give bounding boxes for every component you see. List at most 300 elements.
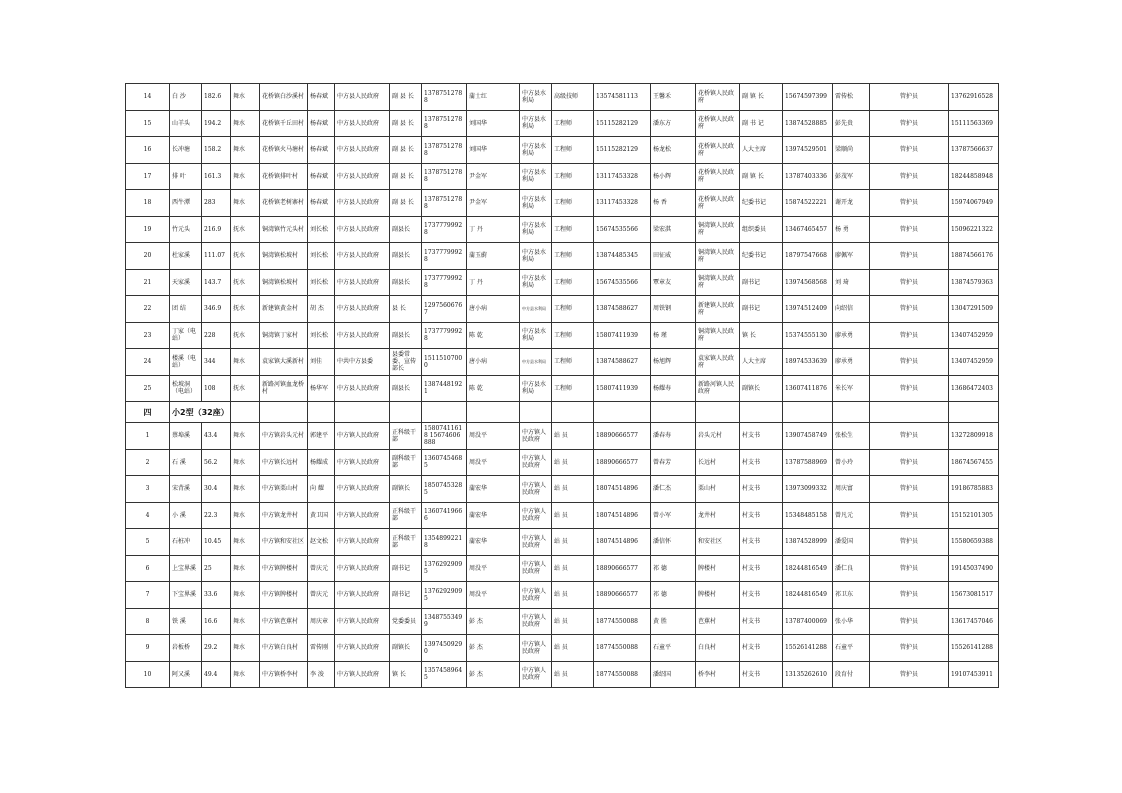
- cell-height: 33.6: [202, 582, 231, 609]
- cell-p4-title: 管护员: [870, 349, 949, 376]
- cell-location: 花桥镇排叶村: [260, 163, 308, 190]
- cell-p4-title: 管护员: [870, 322, 949, 349]
- table-row: [126, 635, 999, 662]
- cell-p3-unit: 铜湾镇人民政府: [696, 243, 740, 270]
- cell-no: 8: [126, 608, 170, 635]
- cell-p1-phone: 17377799928: [422, 322, 467, 349]
- cell-height: 228: [202, 322, 231, 349]
- cell-p2-name: 蒲玉蔚: [467, 243, 520, 270]
- cell-p3-unit: 芭蕉村: [696, 608, 740, 635]
- cell-p1-title: 副 县 长: [390, 137, 422, 164]
- cell-p1-phone: 17377799928: [422, 243, 467, 270]
- cell-no: 9: [126, 635, 170, 662]
- cell-p3-title: 村支书: [740, 423, 783, 450]
- cell-p3-phone: 15874522221: [783, 190, 833, 217]
- cell-p4-name: 廖佩军: [833, 243, 870, 270]
- cell-p3-name: 杨龙松: [651, 137, 696, 164]
- cell-p1-phone: 13548992218: [422, 529, 467, 556]
- cell-p1-phone: 17377799928: [422, 216, 467, 243]
- cell-name: 下宝界溪: [170, 582, 202, 609]
- cell-p3-phone: 13974529501: [783, 137, 833, 164]
- cell-p4-title: 管护员: [870, 555, 949, 582]
- cell-p1-phone: 17377799928: [422, 269, 467, 296]
- cell-p4-phone: 15152101305: [949, 502, 999, 529]
- cell-river: 舞水: [231, 582, 260, 609]
- table-row: [126, 243, 999, 270]
- cell-p1-unit: 中方县人民政府: [335, 243, 390, 270]
- cell-location: 中方镇长远村: [260, 449, 308, 476]
- cell-river: 舞水: [231, 84, 260, 111]
- cell-p1-name: 刘长松: [308, 216, 335, 243]
- cell-river: 舞水: [231, 555, 260, 582]
- cell-p4-name: 廖承勇: [833, 349, 870, 376]
- cell-p4-name: 周庆富: [833, 476, 870, 503]
- cell-p3-phone: 15526141288: [783, 635, 833, 662]
- cell-p1-name: 曾庆元: [308, 582, 335, 609]
- cell-river: 舞水: [231, 110, 260, 137]
- cell-p3-name: 王馨禾: [651, 84, 696, 111]
- cell-p3-phone: 13874528999: [783, 529, 833, 556]
- cell-p1-unit: 中方镇人民政府: [335, 555, 390, 582]
- cell-p2-title: 工程师: [552, 269, 594, 296]
- cell-p1-unit: 中方镇人民政府: [335, 661, 390, 688]
- cell-p2-title: 站 员: [552, 423, 594, 450]
- cell-p3-name: 杨 香: [651, 190, 696, 217]
- cell-height: 111.07: [202, 243, 231, 270]
- cell-p3-title: 村支书: [740, 476, 783, 503]
- cell-p1-title: 正科级干部: [390, 502, 422, 529]
- cell-p4-name: 祁卫东: [833, 582, 870, 609]
- cell-p1-unit: 中方镇人民政府: [335, 502, 390, 529]
- cell-p3-title: 副 镇 长: [740, 84, 783, 111]
- cell-river: 舞水: [231, 608, 260, 635]
- cell-p3-phone: 15374555130: [783, 322, 833, 349]
- cell-p4-name: 梁顺尚: [833, 137, 870, 164]
- cell-p2-title: 高级技师: [552, 84, 594, 111]
- cell-p2-name: 蒲士红: [467, 84, 520, 111]
- cell-p1-unit: 中共中方县委: [335, 349, 390, 376]
- cell-p4-title: 管护员: [870, 635, 949, 662]
- cell-p3-unit: 铜湾镇人民政府: [696, 322, 740, 349]
- cell-p2-phone: 13574581113: [594, 84, 651, 111]
- cell-p2-phone: 18890666577: [594, 582, 651, 609]
- cell-p3-title: 组织委员: [740, 216, 783, 243]
- cell-name: 西牛潭: [170, 190, 202, 217]
- cell-p4-title: 管护员: [870, 243, 949, 270]
- cell-p3-unit: 和安社区: [696, 529, 740, 556]
- cell-no: 15: [126, 110, 170, 137]
- cell-p1-title: 正科级干部: [390, 423, 422, 450]
- cell-p4-name: 杨 勇: [833, 216, 870, 243]
- cell-p2-name: 唐小病: [467, 296, 520, 323]
- cell-p1-name: 李 浚: [308, 661, 335, 688]
- cell-p2-title: 工程师: [552, 137, 594, 164]
- table-row: [126, 84, 999, 111]
- cell-no: 2: [126, 449, 170, 476]
- cell-river: 抚水: [231, 269, 260, 296]
- cell-p1-phone: 15115107000: [422, 349, 467, 376]
- cell-name: 楼溪（电站）: [170, 349, 202, 376]
- cell-p3-unit: 袁家镇人民政府: [696, 349, 740, 376]
- cell-p2-unit: 中方镇人民政府: [520, 529, 552, 556]
- cell-p2-unit: 中方县水利局: [520, 110, 552, 137]
- cell-p2-name: 周没平: [467, 449, 520, 476]
- cell-name: 山羊头: [170, 110, 202, 137]
- cell-no: 18: [126, 190, 170, 217]
- cell-p1-name: 曾庆元: [308, 555, 335, 582]
- cell-p3-title: 村支书: [740, 582, 783, 609]
- cell-p1-unit: 中方镇人民政府: [335, 423, 390, 450]
- cell-p3-unit: 铜湾镇人民政府: [696, 216, 740, 243]
- cell-p3-title: 镇 长: [740, 322, 783, 349]
- cell-p4-phone: 18874566176: [949, 243, 999, 270]
- cell-p4-phone: 13272809918: [949, 423, 999, 450]
- cell-p3-unit: 长远村: [696, 449, 740, 476]
- cell-p4-title: 管护员: [870, 449, 949, 476]
- cell-p1-name: 杨春斌: [308, 84, 335, 111]
- cell-height: 182.6: [202, 84, 231, 111]
- cell-p1-name: 刘长松: [308, 322, 335, 349]
- cell-p4-phone: 15096221322: [949, 216, 999, 243]
- cell-p4-name: 廖承勇: [833, 322, 870, 349]
- cell-p4-phone: 13762916528: [949, 84, 999, 111]
- cell-no: 25: [126, 375, 170, 402]
- cell-no: 22: [126, 296, 170, 323]
- cell-p2-name: 尹金军: [467, 190, 520, 217]
- section-title: 小2型（32座）: [170, 402, 231, 423]
- cell-p3-phone: 18974533639: [783, 349, 833, 376]
- cell-height: 25: [202, 555, 231, 582]
- cell-p2-unit: 中方县水利局: [520, 216, 552, 243]
- cell-p3-unit: 新路河镇人民政府: [696, 375, 740, 402]
- cell-p4-phone: 19107453911: [949, 661, 999, 688]
- cell-p4-name: 刘 琦: [833, 269, 870, 296]
- cell-p2-title: 站 员: [552, 529, 594, 556]
- cell-p4-phone: 13407452959: [949, 349, 999, 376]
- cell-river: 舞水: [231, 163, 260, 190]
- cell-location: 铜湾镇松坡村: [260, 243, 308, 270]
- cell-p1-name: 杨春斌: [308, 110, 335, 137]
- cell-p3-unit: 花桥镇人民政府: [696, 137, 740, 164]
- cell-p1-name: 雷传刚: [308, 635, 335, 662]
- cell-p1-name: 杨华军: [308, 375, 335, 402]
- cell-height: 216.9: [202, 216, 231, 243]
- cell-p3-name: 曾小军: [651, 502, 696, 529]
- cell-p2-phone: 18890666577: [594, 555, 651, 582]
- cell-p3-phone: 15348485158: [783, 502, 833, 529]
- cell-location: 中方镇栗山村: [260, 476, 308, 503]
- cell-p4-phone: 15526141288: [949, 635, 999, 662]
- cell-p3-phone: 13974512409: [783, 296, 833, 323]
- cell-p2-phone: 18774550088: [594, 635, 651, 662]
- cell-p4-phone: 15111563369: [949, 110, 999, 137]
- cell-p2-title: 工程师: [552, 322, 594, 349]
- cell-p3-phone: 13467465457: [783, 216, 833, 243]
- cell-p3-title: 副 书 记: [740, 110, 783, 137]
- cell-p1-title: 副 县 长: [390, 163, 422, 190]
- cell-river: 舞水: [231, 635, 260, 662]
- cell-p1-name: 刘佳: [308, 349, 335, 376]
- cell-p2-name: 周没平: [467, 582, 520, 609]
- cell-p1-title: 县委常委、宣传部长: [390, 349, 422, 376]
- cell-p2-phone: 15115282129: [594, 137, 651, 164]
- cell-p3-phone: 15674597399: [783, 84, 833, 111]
- cell-p4-phone: 18674567455: [949, 449, 999, 476]
- cell-p1-unit: 中方县人民政府: [335, 137, 390, 164]
- cell-p1-title: 副县长: [390, 322, 422, 349]
- cell-p2-title: 站 员: [552, 476, 594, 503]
- cell-p1-phone: 13787512788: [422, 84, 467, 111]
- cell-p4-phone: 13407452959: [949, 322, 999, 349]
- cell-p3-unit: 牌楼村: [696, 582, 740, 609]
- cell-no: 4: [126, 502, 170, 529]
- cell-p4-title: 管护员: [870, 84, 949, 111]
- cell-p3-title: 村支书: [740, 555, 783, 582]
- cell-p1-unit: 中方镇人民政府: [335, 476, 390, 503]
- cell-p2-name: 尹金军: [467, 163, 520, 190]
- cell-p1-phone: 13974509290: [422, 635, 467, 662]
- cell-p2-unit: 中方镇人民政府: [520, 582, 552, 609]
- cell-p3-title: 村支书: [740, 635, 783, 662]
- cell-p2-unit: 中方镇人民政府: [520, 449, 552, 476]
- cell-p3-name: 杨 瑾: [651, 322, 696, 349]
- cell-p2-name: 陈 乾: [467, 375, 520, 402]
- cell-no: 20: [126, 243, 170, 270]
- cell-p2-unit: 中方县水利局: [520, 163, 552, 190]
- cell-p1-phone: 12975606767: [422, 296, 467, 323]
- cell-location: 中方镇牌楼村: [260, 582, 308, 609]
- cell-p4-phone: 19186785883: [949, 476, 999, 503]
- cell-p1-phone: 13762929095: [422, 555, 467, 582]
- cell-p2-name: 丁 丹: [467, 216, 520, 243]
- cell-p4-phone: 13686472403: [949, 375, 999, 402]
- cell-p2-title: 工程师: [552, 349, 594, 376]
- cell-p3-phone: 18244816549: [783, 582, 833, 609]
- cell-p2-unit: 中方县水利局: [520, 84, 552, 111]
- section-number: 四: [126, 402, 170, 423]
- cell-height: 194.2: [202, 110, 231, 137]
- cell-p2-unit: 中方镇人民政府: [520, 608, 552, 635]
- cell-river: 舞水: [231, 476, 260, 503]
- cell-p2-title: 工程师: [552, 190, 594, 217]
- cell-p3-name: 祁 德: [651, 582, 696, 609]
- cell-name: 小 溪: [170, 502, 202, 529]
- cell-river: 抚水: [231, 375, 260, 402]
- cell-river: 舞水: [231, 449, 260, 476]
- cell-p3-phone: 13974568568: [783, 269, 833, 296]
- cell-p1-phone: 13787512788: [422, 110, 467, 137]
- cell-p3-title: 副书记: [740, 296, 783, 323]
- cell-location: 袁家镇大溪新村: [260, 349, 308, 376]
- cell-name: 蔡埠溪: [170, 423, 202, 450]
- cell-height: 30.4: [202, 476, 231, 503]
- cell-height: 346.9: [202, 296, 231, 323]
- cell-height: 344: [202, 349, 231, 376]
- cell-height: 49.4: [202, 661, 231, 688]
- cell-p2-unit: 中方县水利局: [520, 296, 552, 323]
- cell-p2-phone: 18774550088: [594, 608, 651, 635]
- cell-p3-title: 纪委书记: [740, 190, 783, 217]
- cell-p4-title: 管护员: [870, 190, 949, 217]
- cell-p2-phone: 18074514896: [594, 502, 651, 529]
- cell-river: 舞水: [231, 661, 260, 688]
- cell-name: 宋背溪: [170, 476, 202, 503]
- cell-p3-title: 副书记: [740, 269, 783, 296]
- cell-p2-title: 工程师: [552, 243, 594, 270]
- cell-p3-unit: 岩头元村: [696, 423, 740, 450]
- table-row: [126, 375, 999, 402]
- cell-location: 铜湾镇松坡村: [260, 269, 308, 296]
- cell-p1-title: 副县长: [390, 216, 422, 243]
- cell-p2-title: 站 员: [552, 449, 594, 476]
- cell-name: 岩板桥: [170, 635, 202, 662]
- cell-p3-title: 人大主席: [740, 349, 783, 376]
- cell-p1-phone: 13607454685: [422, 449, 467, 476]
- cell-no: 23: [126, 322, 170, 349]
- cell-p3-title: 村支书: [740, 502, 783, 529]
- cell-p4-title: 管护员: [870, 529, 949, 556]
- cell-p4-title: 管护员: [870, 296, 949, 323]
- cell-river: 抚水: [231, 243, 260, 270]
- cell-p2-phone: 15807411939: [594, 322, 651, 349]
- cell-p3-unit: 花桥镇人民政府: [696, 163, 740, 190]
- cell-p2-phone: 15807411939: [594, 375, 651, 402]
- cell-p2-unit: 中方县水利局: [520, 269, 552, 296]
- cell-p3-phone: 13787400069: [783, 608, 833, 635]
- cell-p2-unit: 中方县水利局: [520, 190, 552, 217]
- cell-p3-phone: 13973099332: [783, 476, 833, 503]
- cell-p4-name: 潘仁良: [833, 555, 870, 582]
- cell-p3-name: 曾春芳: [651, 449, 696, 476]
- cell-p1-phone: 13874481921: [422, 375, 467, 402]
- cell-no: 14: [126, 84, 170, 111]
- cell-height: 16.6: [202, 608, 231, 635]
- cell-p4-phone: 19145037490: [949, 555, 999, 582]
- cell-p2-title: 站 员: [552, 635, 594, 662]
- cell-location: 花桥镇白沙溪村: [260, 84, 308, 111]
- cell-no: 21: [126, 269, 170, 296]
- cell-p2-name: 唐小病: [467, 349, 520, 376]
- cell-river: 舞水: [231, 137, 260, 164]
- cell-p1-title: 副科级干部: [390, 449, 422, 476]
- cell-p4-name: 张松生: [833, 423, 870, 450]
- cell-p3-unit: 花桥镇人民政府: [696, 84, 740, 111]
- cell-p1-title: 副县长: [390, 243, 422, 270]
- cell-p2-title: 站 员: [552, 661, 594, 688]
- table-row: [126, 216, 999, 243]
- cell-p1-title: 副 县 长: [390, 110, 422, 137]
- cell-p2-unit: 中方镇人民政府: [520, 502, 552, 529]
- cell-p1-phone: 13574589645: [422, 661, 467, 688]
- cell-name: 丁家（电站）: [170, 322, 202, 349]
- cell-p2-name: 陈 乾: [467, 322, 520, 349]
- cell-location: 铜湾镇竹元头村: [260, 216, 308, 243]
- cell-name: 松坡洞（电站）: [170, 375, 202, 402]
- cell-location: 花桥镇千丘田村: [260, 110, 308, 137]
- table-row: [126, 502, 999, 529]
- cell-height: 161.3: [202, 163, 231, 190]
- cell-p1-phone: 18507453285: [422, 476, 467, 503]
- cell-no: 3: [126, 476, 170, 503]
- cell-p2-title: 工程师: [552, 110, 594, 137]
- cell-height: 283: [202, 190, 231, 217]
- table-row: [126, 349, 999, 376]
- cell-p3-name: 潘绍国: [651, 661, 696, 688]
- cell-location: 新建镇黄金村: [260, 296, 308, 323]
- cell-p1-unit: 中方县人民政府: [335, 84, 390, 111]
- cell-p1-title: 副 县 长: [390, 190, 422, 217]
- cell-p1-unit: 中方县人民政府: [335, 110, 390, 137]
- cell-p3-phone: 13907458749: [783, 423, 833, 450]
- cell-p1-unit: 中方镇人民政府: [335, 449, 390, 476]
- cell-p1-name: 周庆章: [308, 608, 335, 635]
- cell-p2-unit: 中方镇人民政府: [520, 423, 552, 450]
- cell-name: 石桩冲: [170, 529, 202, 556]
- cell-p1-title: 副县长: [390, 269, 422, 296]
- cell-p2-phone: 13117453328: [594, 190, 651, 217]
- cell-location: 中方镇和安社区: [260, 529, 308, 556]
- cell-height: 143.7: [202, 269, 231, 296]
- cell-p2-unit: 中方镇人民政府: [520, 635, 552, 662]
- cell-location: 中方镇岩头元村: [260, 423, 308, 450]
- cell-p1-unit: 中方镇人民政府: [335, 608, 390, 635]
- cell-p2-title: 站 员: [552, 608, 594, 635]
- cell-p3-title: 村支书: [740, 661, 783, 688]
- cell-p4-title: 管护员: [870, 269, 949, 296]
- cell-height: 43.4: [202, 423, 231, 450]
- cell-p1-name: 刘长松: [308, 243, 335, 270]
- cell-p2-unit: 中方县水利局: [520, 375, 552, 402]
- cell-p1-unit: 中方县人民政府: [335, 322, 390, 349]
- cell-p1-phone: 13787512788: [422, 190, 467, 217]
- cell-p1-name: 杨春斌: [308, 137, 335, 164]
- cell-p3-phone: 13607411876: [783, 375, 833, 402]
- cell-p4-title: 管护员: [870, 582, 949, 609]
- cell-p1-title: 党委委员: [390, 608, 422, 635]
- cell-p1-title: 副县长: [390, 375, 422, 402]
- cell-p4-name: 潘爱国: [833, 529, 870, 556]
- cell-location: 中方镇白良村: [260, 635, 308, 662]
- cell-p2-phone: 15115282129: [594, 110, 651, 137]
- cell-p1-unit: 中方县人民政府: [335, 190, 390, 217]
- section-row: [126, 402, 999, 423]
- cell-p2-phone: 15674535566: [594, 216, 651, 243]
- cell-p3-phone: 13874528885: [783, 110, 833, 137]
- cell-height: 108: [202, 375, 231, 402]
- cell-p1-title: 副镇长: [390, 635, 422, 662]
- cell-no: 7: [126, 582, 170, 609]
- cell-p2-title: 站 员: [552, 555, 594, 582]
- cell-p1-name: 杨春斌: [308, 163, 335, 190]
- cell-height: 56.2: [202, 449, 231, 476]
- cell-name: 团 结: [170, 296, 202, 323]
- cell-river: 舞水: [231, 502, 260, 529]
- cell-p1-title: 副镇长: [390, 476, 422, 503]
- cell-p1-title: 镇 长: [390, 661, 422, 688]
- cell-river: 舞水: [231, 529, 260, 556]
- cell-p4-name: 段育付: [833, 661, 870, 688]
- cell-p4-phone: 15673081517: [949, 582, 999, 609]
- table-row: [126, 476, 999, 503]
- cell-p3-name: 覃章友: [651, 269, 696, 296]
- cell-p2-phone: 18074514896: [594, 529, 651, 556]
- cell-p4-phone: 13787566637: [949, 137, 999, 164]
- cell-p1-phone: 13487553499: [422, 608, 467, 635]
- cell-p2-phone: 13874485345: [594, 243, 651, 270]
- cell-p1-name: 赵文松: [308, 529, 335, 556]
- table-row: [126, 423, 999, 450]
- cell-p2-unit: 中方县水利局: [520, 322, 552, 349]
